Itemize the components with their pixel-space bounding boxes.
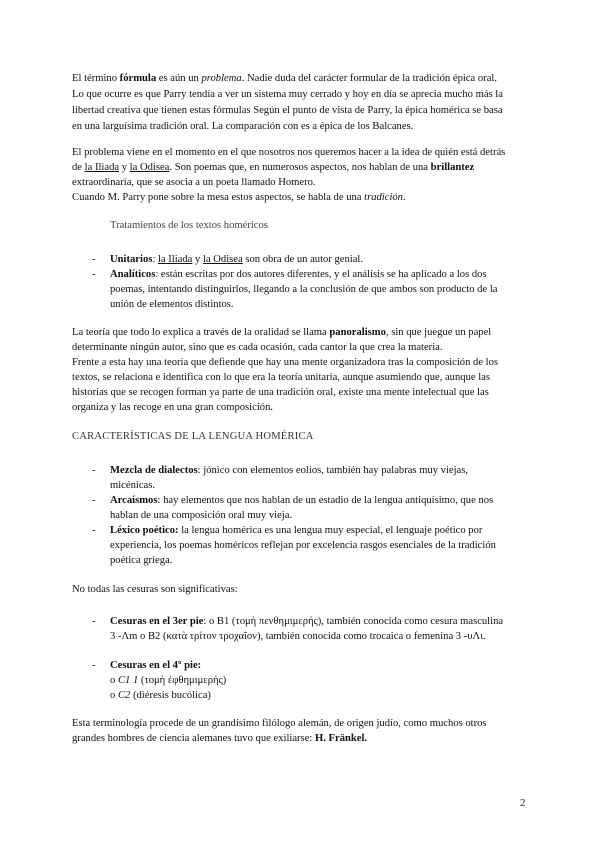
list-dash: -: [92, 269, 96, 280]
list-item-unitarios: Unitarios: la Iliada y la Odisea son obra de un autor genial.: [110, 254, 364, 265]
list-item-lexico-line-3: poética griega.: [110, 555, 173, 566]
list-item-analiticos: Analíticos: están escritas por dos autores diferentes, y el análisis se ha aplicado a los dos: [110, 269, 487, 280]
list-item-cesura-3: Cesuras en el 3er pie: o B1 (τομὴ πενθημιμερής), también conocida como cesura masculina: [110, 616, 504, 627]
list-item-cesura-4-c2: o C2 (diéresis bucólica): [110, 690, 211, 701]
p1-line-3: libertad creativa que tienen estas fórmulas Según el punto de vista de Parry, la épica homérica se basa: [72, 105, 503, 116]
list-item-dialectos: Mezcla de dialectos: jónico con elementos eolios, también hay palabras muy viejas,: [110, 465, 469, 476]
list-item-arcaismos-line-2: hablan de una composición oral muy vieja.: [110, 510, 293, 521]
p3-line-2: determinante ningún autor, sino que es cada ocasión, cada cantor la que crea la materia.: [72, 342, 443, 353]
list-item-dialectos-line-2: micénicas.: [110, 480, 156, 491]
p3-line-4: textos, se relaciona e identifica con lo que era la teoría unitaria, aunque asumiendo que, aunque las: [72, 372, 490, 383]
list-dash: -: [92, 254, 96, 265]
list-dash: -: [92, 525, 96, 536]
p1-line-1: El término fórmula es aún un problema. Nadie duda del carácter formular de la tradición épica oral.: [72, 73, 497, 84]
list-dash: -: [92, 616, 96, 627]
section-heading: CARACTERÍSTICAS DE LA LENGUA HOMÉRICA: [72, 431, 314, 442]
list-item-lexico: Léxico poético: la lengua homérica es una lengua muy especial, el lenguaje poético por: [110, 525, 483, 536]
p5-line-1: Esta terminología procede de un grandísimo filólogo alemán, de origen judío, como muchos otros: [72, 718, 487, 729]
p4-line-1: No todas las cesuras son significativas:: [72, 584, 238, 595]
list-item-arcaismos: Arcaísmos: hay elementos que nos hablan de un estadio de la lengua antiquísimo, que nos: [110, 495, 494, 506]
list-dash: -: [92, 465, 96, 476]
p1-line-4: en una larguísima tradición oral. La comparación con es a épica de los Balcanes.: [72, 121, 414, 132]
list-item-lexico-line-2: experiencia, los poemas homéricos reflejan por excelencia rasgos esenciales de la tradición: [110, 540, 496, 551]
sub-heading: Tratamientos de los textos homéricos: [110, 220, 268, 231]
list-item-analiticos-line-2: poemas, intentando distinguirlos, llegando a la conclusión de que ambos son producto de la: [110, 284, 498, 295]
p3-line-6: organiza y las recoge en una gran composición.: [72, 402, 274, 413]
p3-line-5: historias que se recogen forman ya parte de una tradición oral, existe una mente intelectual que las: [72, 387, 489, 398]
list-item-cesura-4-c11: o C1 1 (τομὴ ἑφθημιμερής): [110, 675, 227, 686]
list-item-cesura-4: Cesuras en el 4º pie:: [110, 660, 202, 671]
p2-line-4: Cuando M. Parry pone sobre la mesa estos aspectos, se habla de una tradición.: [72, 192, 406, 203]
p3-line-3: Frente a esta hay una teoría que defiende que hay una mente organizadora tras la composición de los: [72, 357, 499, 368]
list-item-analiticos-line-3: unión de elementos distintos.: [110, 299, 234, 310]
p2-line-1: El problema viene en el momento en el que nosotros nos queremos hacer a la idea de quién está detrás: [72, 147, 506, 158]
p5-line-2: grandes hombres de ciencia alemanes tuvo que exiliarse: H. Fränkel.: [72, 733, 368, 744]
p2-line-2: de la Iliada y la Odisea. Son poemas que, en numerosos aspectos, nos hablan de una brillantez: [72, 162, 475, 173]
list-dash: -: [92, 660, 96, 671]
list-item-cesura-3-line-2: 3 -Λm o B2 (κατὰ τρίτον τροχαῖον), también conocida como trocaica o femenina 3 -υΛι.: [110, 631, 486, 642]
p3-line-1: La teoría que todo lo explica a través de la oralidad se llama panoralismo, sin que juegue un papel: [72, 327, 492, 338]
page-number: 2: [520, 797, 526, 809]
p1-line-2: Lo que ocurre es que Parry tendía a ver un sistema muy cerrado y hoy en día se aprecia mucho más la: [72, 89, 503, 100]
list-dash: -: [92, 495, 96, 506]
p2-line-3: extraordinaria, que se asocia a un poeta llamado Homero.: [72, 177, 316, 188]
